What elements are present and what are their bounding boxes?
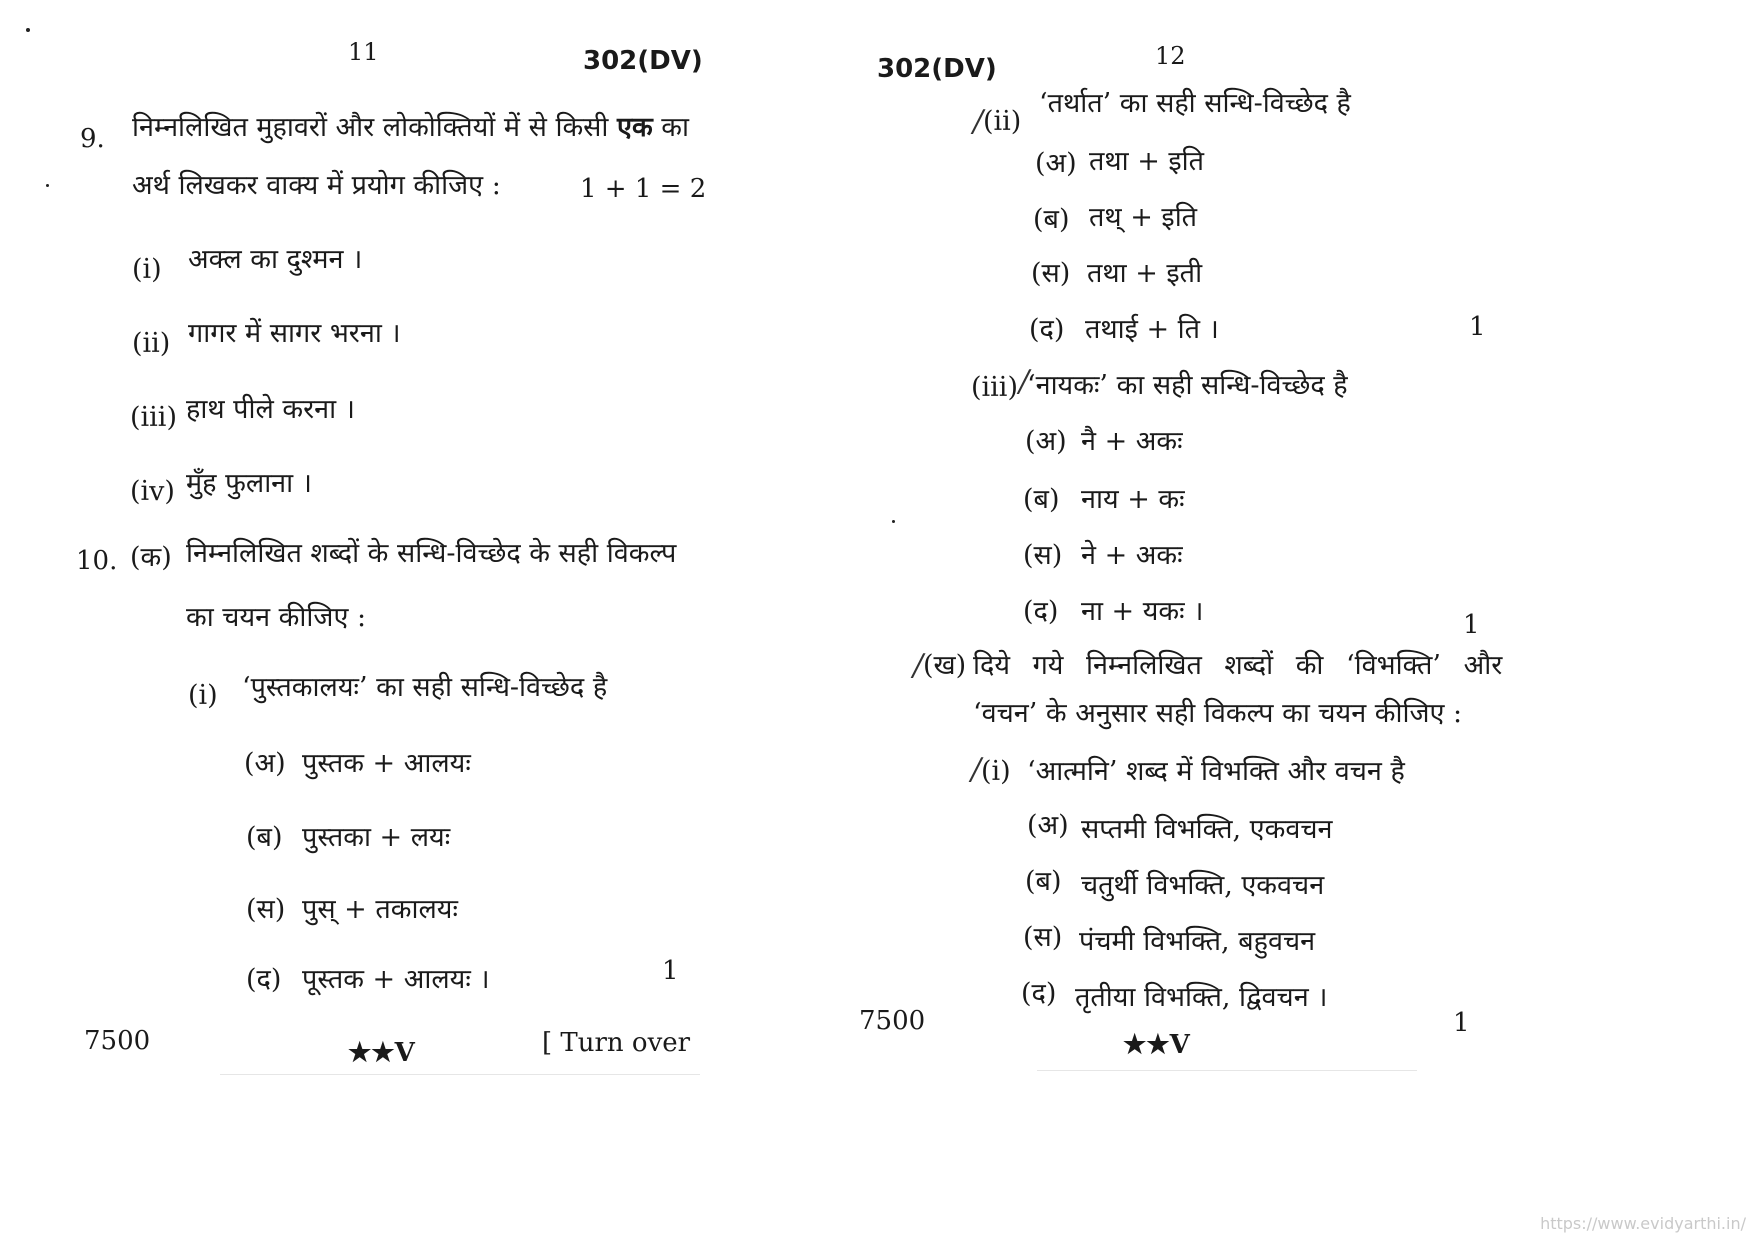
option-label: (अ)	[244, 748, 286, 779]
watermark: https://www.evidyarthi.in/	[1540, 1214, 1746, 1233]
marks: 1	[1469, 312, 1486, 342]
question-number: 9.	[80, 124, 105, 154]
option-label: (ब)	[1023, 484, 1060, 515]
sub-question-label: (iii)	[971, 372, 1018, 403]
sub-question-label: (ii)	[983, 106, 1022, 137]
item-label: (i)	[132, 254, 162, 285]
option-label: (ब)	[246, 822, 283, 853]
bleed-through-line	[220, 1074, 700, 1075]
question-9-line-2: अर्थ लिखकर वाक्य में प्रयोग कीजिए :	[132, 170, 501, 201]
option-label: (द)	[1029, 314, 1065, 345]
item-text: गागर में सागर भरना ।	[188, 318, 401, 349]
marks: 1	[662, 956, 679, 986]
option-label: (ब)	[1025, 866, 1062, 897]
right-page	[859, 0, 1754, 1241]
marks: 1	[1453, 1008, 1470, 1038]
page-number: 11	[348, 38, 379, 66]
page-number: 12	[1155, 42, 1186, 70]
sub-question-text: ‘नायकः’ का सही सन्धि-विच्छेद है	[1027, 370, 1348, 401]
option-text: पुस्तका + लयः	[302, 822, 451, 853]
marks: 1 + 1 = 2	[580, 174, 707, 204]
pen-tick-mark: /	[1019, 364, 1030, 399]
option-label: (अ)	[1025, 426, 1067, 457]
sub-question-text: ‘पुस्तकालयः’ का सही सन्धि-विच्छेद है	[242, 672, 608, 703]
footer-code: 7500	[84, 1026, 151, 1056]
option-label: (स)	[1023, 540, 1063, 571]
sub-question-text: ‘तर्थात’ का सही सन्धि-विच्छेद है	[1039, 88, 1351, 119]
option-text: तथा + इती	[1087, 258, 1203, 289]
question-9-line-1: निम्नलिखित मुहावरों और लोकोक्तियों में से किसी एक का	[132, 112, 690, 143]
marks: 1	[1463, 610, 1480, 640]
question-10-line-1: निम्नलिखित शब्दों के सन्धि-विच्छेद के सही विकल्प	[186, 538, 677, 569]
option-text: पूस्तक + आलयः ।	[302, 964, 490, 995]
part-kha-line-2: ‘वचन’ के अनुसार सही विकल्प का चयन कीजिए :	[973, 698, 1463, 729]
option-text: तथाई + ति ।	[1085, 314, 1219, 345]
option-label: (स)	[246, 894, 286, 925]
option-text: तथ् + इति	[1089, 202, 1198, 233]
option-label: (द)	[246, 964, 282, 995]
footer-stars: ★★V	[348, 1038, 415, 1068]
item-label: (iii)	[130, 402, 177, 433]
option-text: ना + यकः ।	[1081, 596, 1204, 627]
footer-stars: ★★V	[1123, 1030, 1190, 1060]
part-label: (ख)	[923, 650, 967, 681]
item-label: (iv)	[130, 476, 175, 507]
pen-tick-mark: /	[913, 648, 924, 683]
sub-question-label: (i)	[981, 756, 1011, 787]
option-label: (द)	[1021, 978, 1057, 1009]
item-text: हाथ पीले करना ।	[186, 394, 355, 425]
pen-tick-mark: /	[973, 104, 984, 139]
bleed-through-line	[1037, 1070, 1417, 1071]
option-label: (ब)	[1033, 204, 1070, 235]
option-label: (द)	[1023, 596, 1059, 627]
sub-question-label: (i)	[188, 680, 218, 711]
turn-over: [ Turn over	[542, 1028, 691, 1058]
option-text: ने + अकः	[1081, 540, 1183, 571]
option-label: (अ)	[1027, 810, 1069, 841]
item-label: (ii)	[132, 328, 171, 359]
footer-code: 7500	[859, 1006, 926, 1036]
pen-tick-mark: /	[971, 752, 982, 787]
question-10-line-2: का चयन कीजिए :	[186, 602, 367, 633]
option-label: (अ)	[1035, 148, 1077, 179]
option-text: पुस्तक + आलयः	[302, 748, 471, 779]
option-text: तथा + इति	[1089, 146, 1205, 177]
item-text: मुँह फुलाना ।	[186, 468, 312, 499]
paper-code: 302(DV)	[877, 54, 997, 84]
question-number: 10.	[76, 546, 118, 576]
item-text: अक्ल का दुश्मन ।	[188, 244, 363, 275]
option-text: तृतीया विभक्ति, द्विवचन ।	[1075, 982, 1328, 1013]
sub-question-text: ‘आत्मनि’ शब्द में विभक्ति और वचन है	[1027, 756, 1405, 787]
part-label: (क)	[130, 542, 172, 573]
paper-code: 302(DV)	[583, 46, 703, 76]
part-kha-line-1: दिये गये निम्नलिखित शब्दों की ‘विभक्ति’ और	[973, 650, 1503, 681]
option-text: नाय + कः	[1081, 484, 1185, 515]
option-text: सप्तमी विभक्ति, एकवचन	[1081, 814, 1333, 845]
option-label: (स)	[1031, 258, 1071, 289]
option-text: चतुर्थी विभक्ति, एकवचन	[1081, 870, 1325, 901]
option-label: (स)	[1023, 922, 1063, 953]
option-text: नै + अकः	[1081, 426, 1183, 457]
option-text: पुस् + तकालयः	[302, 894, 458, 925]
option-text: पंचमी विभक्ति, बहुवचन	[1079, 926, 1316, 957]
